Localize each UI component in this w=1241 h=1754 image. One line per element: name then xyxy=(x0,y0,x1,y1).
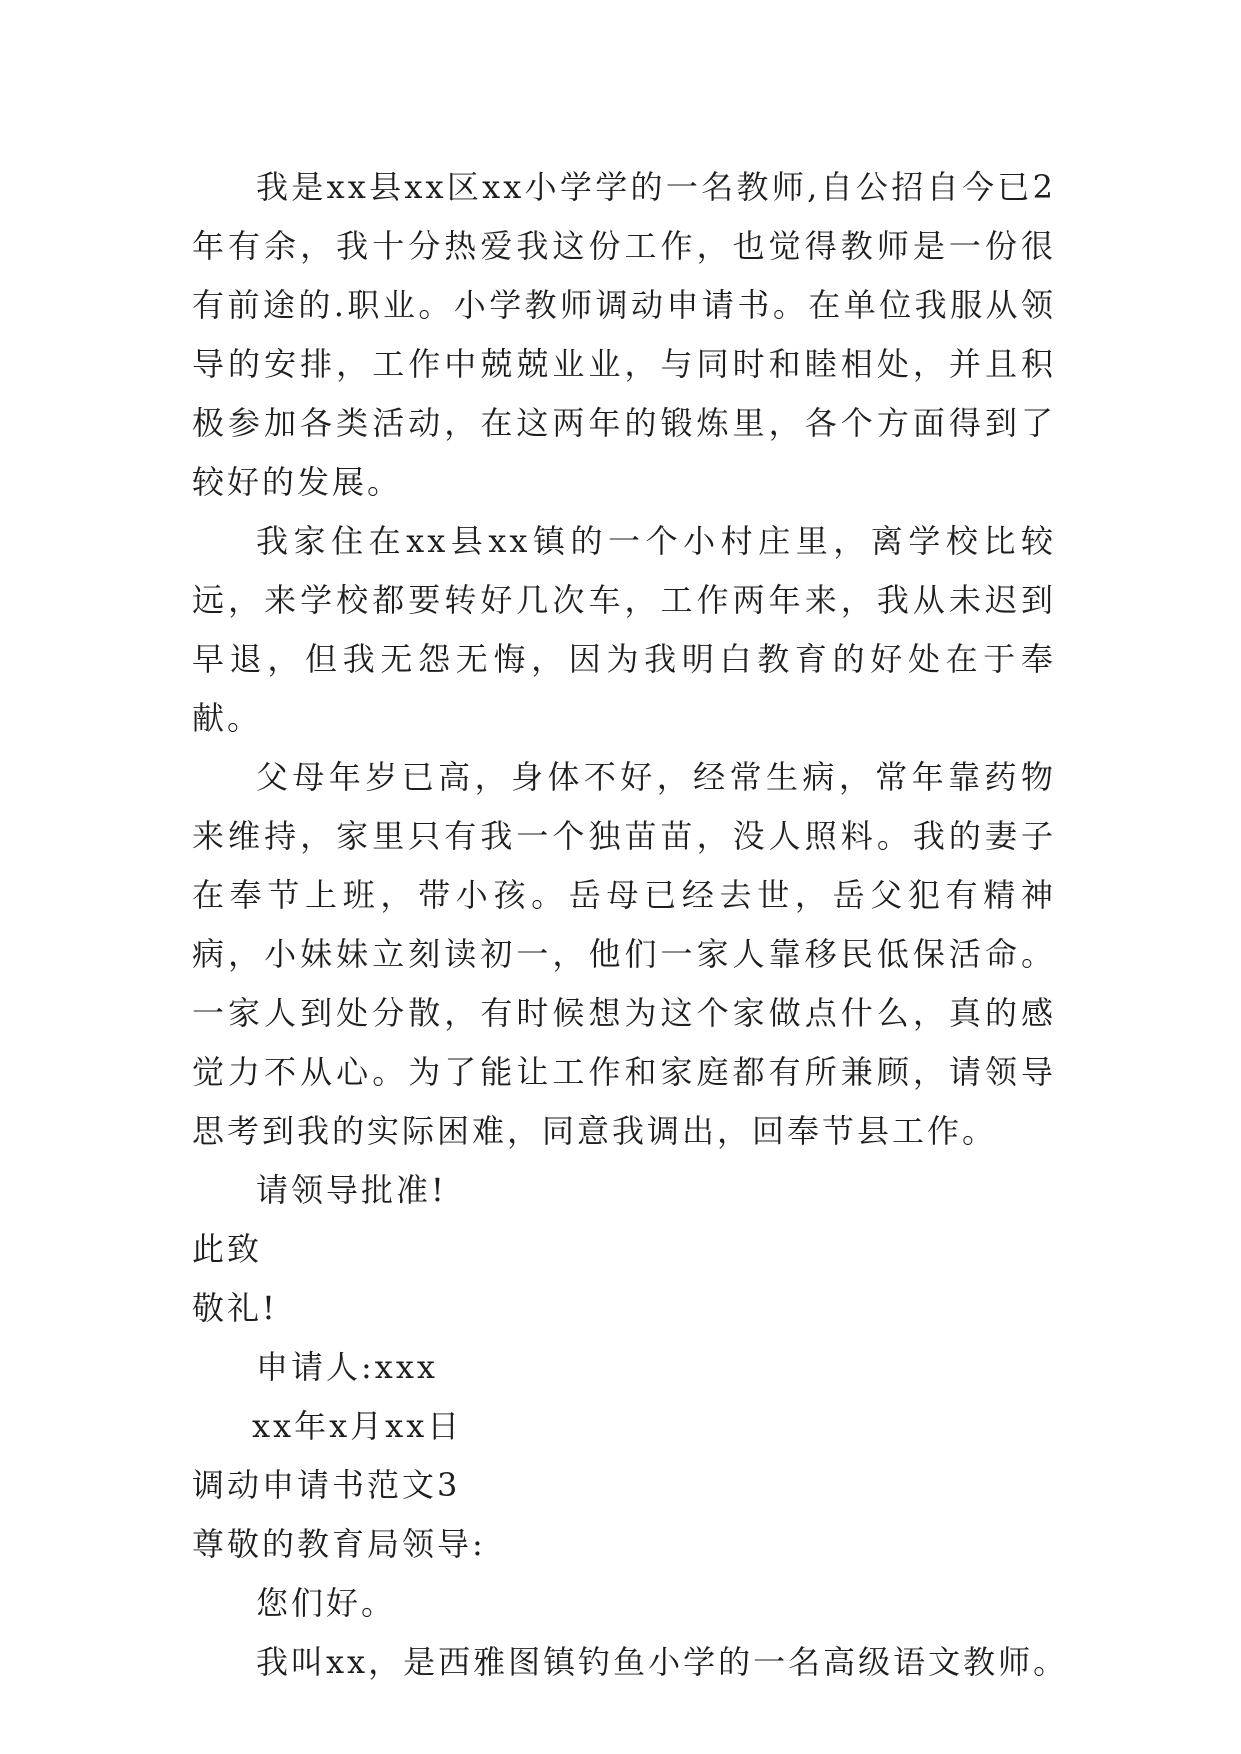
paragraph-1: 我是xx县xx区xx小学学的一名教师,自公招自今已2年有余，我十分热爱我这份工作，也觉得教师是一份很有前途的.职业。小学教师调动申请书。在单位我服从领导的安排，工作中兢兢业业，与同时和睦相处，并且积极参加各类活动，在这两年的锻炼里，各个方面得到了较好的发展。 xyxy=(192,168,1056,501)
intro-line: 我叫xx，是西雅图镇钓鱼小学的一名高级语文教师。 xyxy=(256,1643,1069,1681)
greeting-line: 您们好。 xyxy=(256,1584,397,1622)
salutation-line: 尊敬的教育局领导: xyxy=(192,1525,486,1563)
closing-line-2: 敬礼! xyxy=(192,1289,278,1327)
document-body xyxy=(192,158,1069,1692)
section-title: 调动申请书范文3 xyxy=(192,1466,461,1504)
closing-line-1: 此致 xyxy=(192,1230,263,1268)
paragraph-3: 父母年岁已高，身体不好，经常生病，常年靠药物来维持，家里只有我一个独苗苗，没人照料。我的妻子在奉节上班，带小孩。岳母已经去世，岳父犯有精神病，小妹妹立刻读初一，他们一家人靠移民低保活命。一家人到处分散，有时候想为这个家做点什么，真的感觉力不从心。为了能让工作和家庭都有所兼顾，请领导思考到我的实际困难，同意我调出，回奉节县工作。 xyxy=(192,758,1056,1150)
request-line: 请领导批准! xyxy=(256,1171,447,1209)
applicant-line: 申请人:xxx xyxy=(256,1348,438,1386)
paragraph-2: 我家住在xx县xx镇的一个小村庄里，离学校比较远，来学校都要转好几次车，工作两年来，我从未迟到早退，但我无怨无悔，因为我明白教育的好处在于奉献。 xyxy=(192,522,1056,737)
date-line: xx年x月xx日 xyxy=(252,1407,463,1445)
